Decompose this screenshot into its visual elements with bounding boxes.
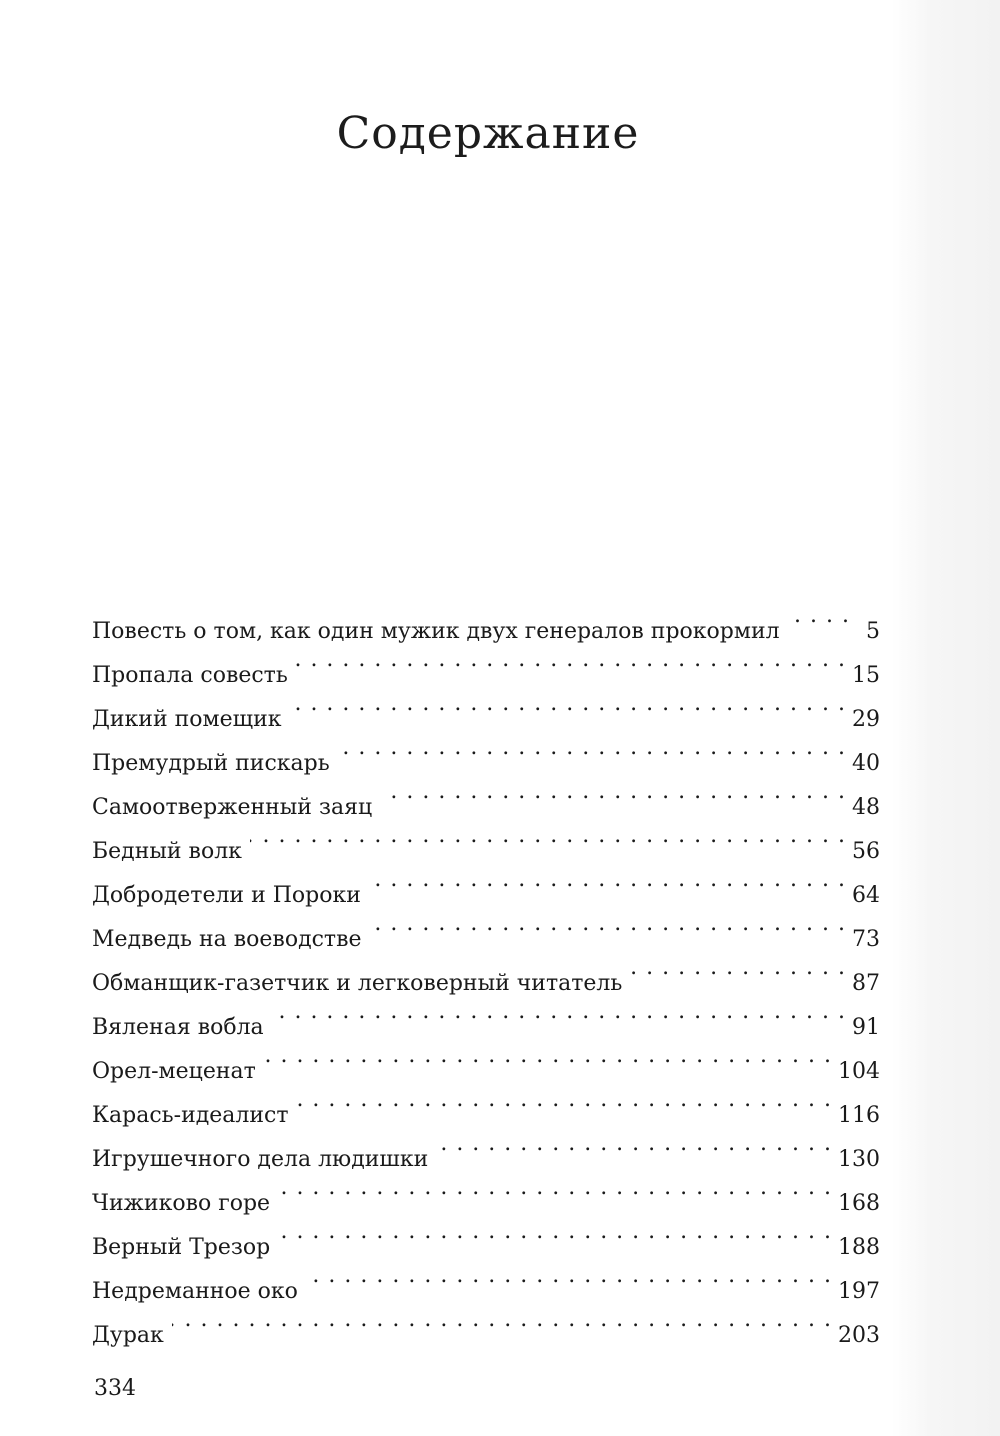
toc-entry (92, 1298, 880, 1348)
page-edge-shadow (892, 0, 1000, 1436)
dot-leader (250, 814, 846, 858)
dot-leader (296, 638, 846, 682)
dot-leader (278, 1166, 832, 1210)
toc-entry-title: Вяленая вобла (92, 1015, 264, 1040)
toc-entry-page: 73 (852, 927, 880, 952)
toc-entry-page: 15 (852, 663, 880, 688)
toc-entry-title: Недреманное око (92, 1279, 298, 1304)
page-title: Содержание (336, 108, 640, 159)
toc-entry-page: 40 (852, 751, 880, 776)
toc-entry-page: 91 (852, 1015, 880, 1040)
toc-entry-title: Самоотверженный заяц (92, 795, 373, 820)
toc-entry-title: Орел-меценат (92, 1059, 256, 1084)
toc-entry (92, 594, 880, 644)
toc-entry-title: Добродетели и Пороки (92, 883, 361, 908)
dot-leader (272, 990, 846, 1034)
toc-entry-title: Верный Трезор (92, 1235, 271, 1260)
dot-leader (278, 1210, 832, 1254)
toc-entry-page: 56 (852, 839, 880, 864)
toc-entry-title: Дурак (92, 1323, 164, 1348)
toc-entry-page: 64 (852, 883, 880, 908)
dot-leader (306, 1254, 832, 1298)
toc-entry-title: Премудрый пискарь (92, 751, 330, 776)
toc-entry-title: Карась-идеалист (92, 1103, 289, 1128)
toc-entry-title: Чижиково горе (92, 1191, 271, 1216)
toc-entry-title: Медведь на воеводстве (92, 927, 362, 952)
dot-leader (297, 1078, 832, 1122)
toc-entry-title: Повесть о том, как один мужик двух генералов прокормил (92, 619, 780, 644)
toc-entry-page: 116 (838, 1103, 880, 1128)
toc-entry-page: 130 (838, 1147, 880, 1172)
toc-entry-title: Дикий помещик (92, 707, 282, 732)
dot-leader (369, 858, 846, 902)
toc-entry-page: 168 (838, 1191, 880, 1216)
toc-entry-page: 197 (838, 1279, 880, 1304)
toc-entry-title: Бедный волк (92, 839, 242, 864)
dot-leader (380, 770, 846, 814)
dot-leader (436, 1122, 832, 1166)
toc-entry-page: 48 (852, 795, 880, 820)
toc-entry-title: Игрушечного дела людишки (92, 1147, 429, 1172)
dot-leader (370, 902, 846, 946)
dot-leader (788, 594, 850, 638)
toc-entry-page: 5 (866, 619, 880, 644)
toc-entry-page: 188 (838, 1235, 880, 1260)
dot-leader (338, 726, 846, 770)
toc-entry-page: 29 (852, 707, 880, 732)
page-number: 334 (94, 1376, 136, 1401)
toc-entry-title: Обманщик-газетчик и легковерный читатель (92, 971, 623, 996)
dot-leader (290, 682, 846, 726)
table-of-contents (92, 594, 880, 1348)
toc-entry-page: 203 (838, 1323, 880, 1348)
dot-leader (172, 1298, 832, 1342)
dot-leader (630, 946, 846, 990)
toc-entry-title: Пропала совесть (92, 663, 288, 688)
toc-entry-page: 104 (838, 1059, 880, 1084)
dot-leader (264, 1034, 832, 1078)
toc-entry-page: 87 (852, 971, 880, 996)
